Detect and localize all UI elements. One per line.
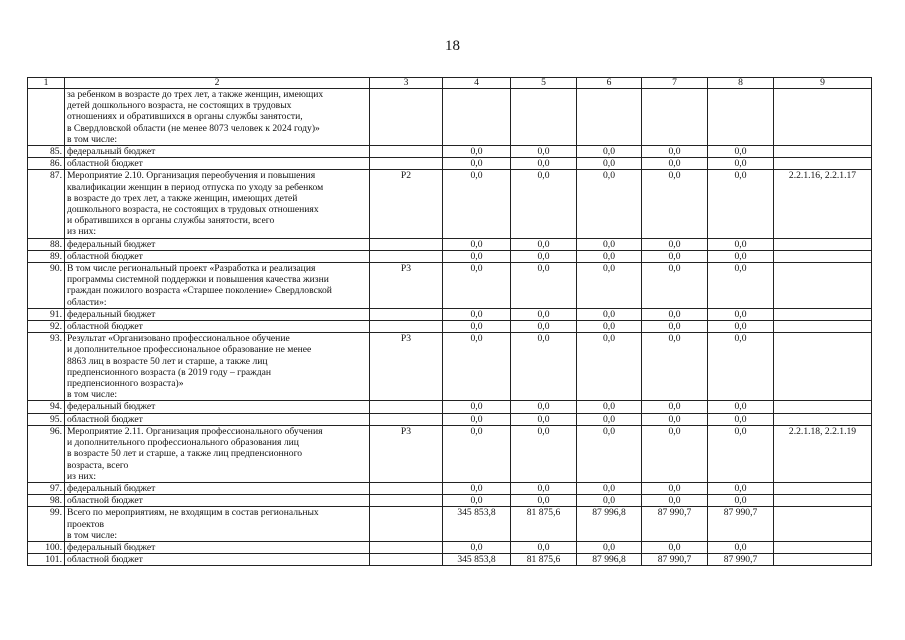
value-col-4: 0,0: [443, 541, 511, 553]
value-col-4: 0,0: [443, 425, 511, 482]
value-col-8: 0,0: [708, 495, 774, 507]
value-col-7: 87 990,7: [642, 507, 708, 542]
value-col-8: [708, 89, 774, 146]
value-col-7: 0,0: [642, 333, 708, 401]
row-description: федеральный бюджет: [65, 401, 370, 413]
table-row: [28, 146, 872, 158]
table-row: [28, 482, 872, 494]
row-number: 95.: [28, 413, 65, 425]
target-indicator-ref: [774, 554, 872, 566]
table-row: [28, 89, 872, 146]
value-col-7: 0,0: [642, 413, 708, 425]
value-col-8: 0,0: [708, 263, 774, 309]
row-description: областной бюджет: [65, 554, 370, 566]
value-col-6: 0,0: [577, 250, 642, 262]
row-number: 98.: [28, 495, 65, 507]
value-col-7: 0,0: [642, 146, 708, 158]
value-col-5: 0,0: [511, 413, 577, 425]
project-code: [370, 495, 443, 507]
row-description: областной бюджет: [65, 158, 370, 170]
header-cell: 7: [642, 78, 708, 89]
target-indicator-ref: [774, 401, 872, 413]
table-row: [28, 321, 872, 333]
target-indicator-ref: [774, 263, 872, 309]
header-cell: 4: [443, 78, 511, 89]
value-col-7: 0,0: [642, 250, 708, 262]
target-indicator-ref: 2.2.1.18, 2.2.1.19: [774, 425, 872, 482]
project-code: [370, 238, 443, 250]
value-col-4: 345 853,8: [443, 507, 511, 542]
value-col-8: 0,0: [708, 425, 774, 482]
row-number: 93.: [28, 333, 65, 401]
project-code: [370, 507, 443, 542]
row-description: федеральный бюджет: [65, 308, 370, 320]
value-col-8: 0,0: [708, 170, 774, 238]
target-indicator-ref: [774, 89, 872, 146]
table-row: [28, 308, 872, 320]
value-col-6: 0,0: [577, 238, 642, 250]
project-code: Р2: [370, 170, 443, 238]
value-col-7: 0,0: [642, 263, 708, 309]
row-number: 87.: [28, 170, 65, 238]
value-col-8: 0,0: [708, 238, 774, 250]
value-col-7: [642, 89, 708, 146]
value-col-6: 87 996,8: [577, 554, 642, 566]
project-code: [370, 146, 443, 158]
value-col-5: 0,0: [511, 401, 577, 413]
value-col-7: 87 990,7: [642, 554, 708, 566]
value-col-7: 0,0: [642, 425, 708, 482]
project-code: [370, 321, 443, 333]
value-col-7: 0,0: [642, 541, 708, 553]
value-col-6: 0,0: [577, 401, 642, 413]
table-row: [28, 541, 872, 553]
header-cell: 9: [774, 78, 872, 89]
value-col-8: 0,0: [708, 333, 774, 401]
value-col-5: 0,0: [511, 238, 577, 250]
row-number: 88.: [28, 238, 65, 250]
value-col-8: 87 990,7: [708, 507, 774, 542]
header-cell: 5: [511, 78, 577, 89]
row-description: федеральный бюджет: [65, 541, 370, 553]
value-col-5: 0,0: [511, 333, 577, 401]
target-indicator-ref: [774, 541, 872, 553]
target-indicator-ref: [774, 250, 872, 262]
header-cell: 8: [708, 78, 774, 89]
row-description: областной бюджет: [65, 413, 370, 425]
row-description: Результат «Организовано профессиональное обучение и дополнительное профессиональное образование не менее 8863 лиц в возрасте 50 лет и старше, а также лиц предпенсионного возраста (в 2019 году – граждан предпенсионного возраста)» в том числе:: [65, 333, 370, 401]
value-col-8: 0,0: [708, 308, 774, 320]
value-col-4: 0,0: [443, 158, 511, 170]
value-col-4: 0,0: [443, 413, 511, 425]
target-indicator-ref: [774, 482, 872, 494]
value-col-5: 81 875,6: [511, 554, 577, 566]
row-description: Мероприятие 2.10. Организация переобучения и повышения квалификации женщин в период отпуска по уходу за ребенком в возрасте до трех лет, а также женщин, имеющих детей дошкольного возраста, не состоящих в трудовых отношениях и обратившихся в органы службы занятости, всего из них:: [65, 170, 370, 238]
row-number: 101.: [28, 554, 65, 566]
value-col-8: 87 990,7: [708, 554, 774, 566]
row-number: 97.: [28, 482, 65, 494]
row-description: федеральный бюджет: [65, 238, 370, 250]
row-description: федеральный бюджет: [65, 482, 370, 494]
value-col-8: 0,0: [708, 541, 774, 553]
project-code: [370, 308, 443, 320]
row-description: областной бюджет: [65, 321, 370, 333]
target-indicator-ref: [774, 321, 872, 333]
value-col-5: 81 875,6: [511, 507, 577, 542]
project-code: Р3: [370, 425, 443, 482]
row-number: 92.: [28, 321, 65, 333]
value-col-5: 0,0: [511, 308, 577, 320]
target-indicator-ref: [774, 238, 872, 250]
value-col-7: 0,0: [642, 495, 708, 507]
header-cell: 3: [370, 78, 443, 89]
value-col-6: 0,0: [577, 425, 642, 482]
target-indicator-ref: [774, 158, 872, 170]
value-col-7: 0,0: [642, 401, 708, 413]
header-cell: 2: [65, 78, 370, 89]
value-col-4: 345 853,8: [443, 554, 511, 566]
value-col-4: 0,0: [443, 170, 511, 238]
value-col-6: 0,0: [577, 158, 642, 170]
value-col-4: 0,0: [443, 321, 511, 333]
table-row: [28, 495, 872, 507]
value-col-6: 0,0: [577, 541, 642, 553]
value-col-4: 0,0: [443, 401, 511, 413]
value-col-5: 0,0: [511, 146, 577, 158]
value-col-4: 0,0: [443, 482, 511, 494]
row-number: 89.: [28, 250, 65, 262]
value-col-6: 0,0: [577, 495, 642, 507]
row-description: за ребенком в возрасте до трех лет, а также женщин, имеющих детей дошкольного возраста, не состоящих в трудовых отношениях и обратившихся в органы службы занятости, в Свердловской области (не менее 8073 человек к 2024 году)» в том числе:: [65, 89, 370, 146]
value-col-7: 0,0: [642, 321, 708, 333]
project-code: [370, 158, 443, 170]
header-cell: 6: [577, 78, 642, 89]
value-col-6: 0,0: [577, 333, 642, 401]
target-indicator-ref: [774, 308, 872, 320]
value-col-8: 0,0: [708, 321, 774, 333]
table-row: [28, 554, 872, 566]
value-col-4: 0,0: [443, 250, 511, 262]
value-col-7: 0,0: [642, 170, 708, 238]
value-col-5: 0,0: [511, 495, 577, 507]
row-number: 86.: [28, 158, 65, 170]
value-col-5: 0,0: [511, 425, 577, 482]
header-cell: 1: [28, 78, 65, 89]
value-col-6: 0,0: [577, 263, 642, 309]
row-number: [28, 89, 65, 146]
project-code: [370, 482, 443, 494]
table-row: [28, 250, 872, 262]
row-number: 96.: [28, 425, 65, 482]
table-body: [28, 78, 872, 566]
page-number: 18: [445, 38, 460, 54]
value-col-8: 0,0: [708, 413, 774, 425]
value-col-4: 0,0: [443, 146, 511, 158]
table-row: [28, 263, 872, 309]
target-indicator-ref: [774, 413, 872, 425]
value-col-6: 0,0: [577, 308, 642, 320]
value-col-6: 87 996,8: [577, 507, 642, 542]
value-col-4: 0,0: [443, 333, 511, 401]
row-number: 100.: [28, 541, 65, 553]
value-col-6: [577, 89, 642, 146]
value-col-5: 0,0: [511, 158, 577, 170]
budget-table: [27, 77, 872, 566]
row-description: областной бюджет: [65, 250, 370, 262]
value-col-5: 0,0: [511, 250, 577, 262]
value-col-6: 0,0: [577, 170, 642, 238]
value-col-8: 0,0: [708, 158, 774, 170]
value-col-5: 0,0: [511, 482, 577, 494]
table-row: [28, 170, 872, 238]
project-code: [370, 413, 443, 425]
row-number: 99.: [28, 507, 65, 542]
table-row: [28, 401, 872, 413]
row-number: 91.: [28, 308, 65, 320]
row-number: 90.: [28, 263, 65, 309]
target-indicator-ref: [774, 495, 872, 507]
row-description: Всего по мероприятиям, не входящим в состав региональных проектов в том числе:: [65, 507, 370, 542]
project-code: [370, 401, 443, 413]
value-col-7: 0,0: [642, 238, 708, 250]
row-description: Мероприятие 2.11. Организация профессионального обучения и дополнительного профессионального образования лиц в возрасте 50 лет и старше, а также лиц предпенсионного возраста, всего из них:: [65, 425, 370, 482]
value-col-5: [511, 89, 577, 146]
target-indicator-ref: [774, 507, 872, 542]
project-code: [370, 89, 443, 146]
value-col-5: 0,0: [511, 170, 577, 238]
value-col-8: 0,0: [708, 401, 774, 413]
table-row: [28, 333, 872, 401]
value-col-8: 0,0: [708, 482, 774, 494]
value-col-8: 0,0: [708, 250, 774, 262]
table-row: [28, 158, 872, 170]
value-col-6: 0,0: [577, 146, 642, 158]
row-number: 94.: [28, 401, 65, 413]
value-col-4: 0,0: [443, 495, 511, 507]
value-col-4: 0,0: [443, 308, 511, 320]
value-col-5: 0,0: [511, 321, 577, 333]
value-col-4: 0,0: [443, 263, 511, 309]
table-row: [28, 507, 872, 542]
value-col-5: 0,0: [511, 263, 577, 309]
project-code: [370, 250, 443, 262]
header-row: [28, 78, 872, 89]
row-description: федеральный бюджет: [65, 146, 370, 158]
value-col-4: [443, 89, 511, 146]
value-col-4: 0,0: [443, 238, 511, 250]
value-col-5: 0,0: [511, 541, 577, 553]
target-indicator-ref: [774, 333, 872, 401]
value-col-6: 0,0: [577, 413, 642, 425]
row-number: 85.: [28, 146, 65, 158]
target-indicator-ref: [774, 146, 872, 158]
value-col-8: 0,0: [708, 146, 774, 158]
table-row: [28, 238, 872, 250]
row-description: В том числе региональный проект «Разработка и реализация программы системной поддержки и повышения качества жизни граждан пожилого возраста «Старшее поколение» Свердловской области»:: [65, 263, 370, 309]
value-col-6: 0,0: [577, 321, 642, 333]
table-row: [28, 413, 872, 425]
row-description: областной бюджет: [65, 495, 370, 507]
value-col-7: 0,0: [642, 482, 708, 494]
project-code: Р3: [370, 333, 443, 401]
project-code: Р3: [370, 263, 443, 309]
value-col-7: 0,0: [642, 158, 708, 170]
project-code: [370, 541, 443, 553]
value-col-6: 0,0: [577, 482, 642, 494]
project-code: [370, 554, 443, 566]
table-row: [28, 425, 872, 482]
target-indicator-ref: 2.2.1.16, 2.2.1.17: [774, 170, 872, 238]
value-col-7: 0,0: [642, 308, 708, 320]
